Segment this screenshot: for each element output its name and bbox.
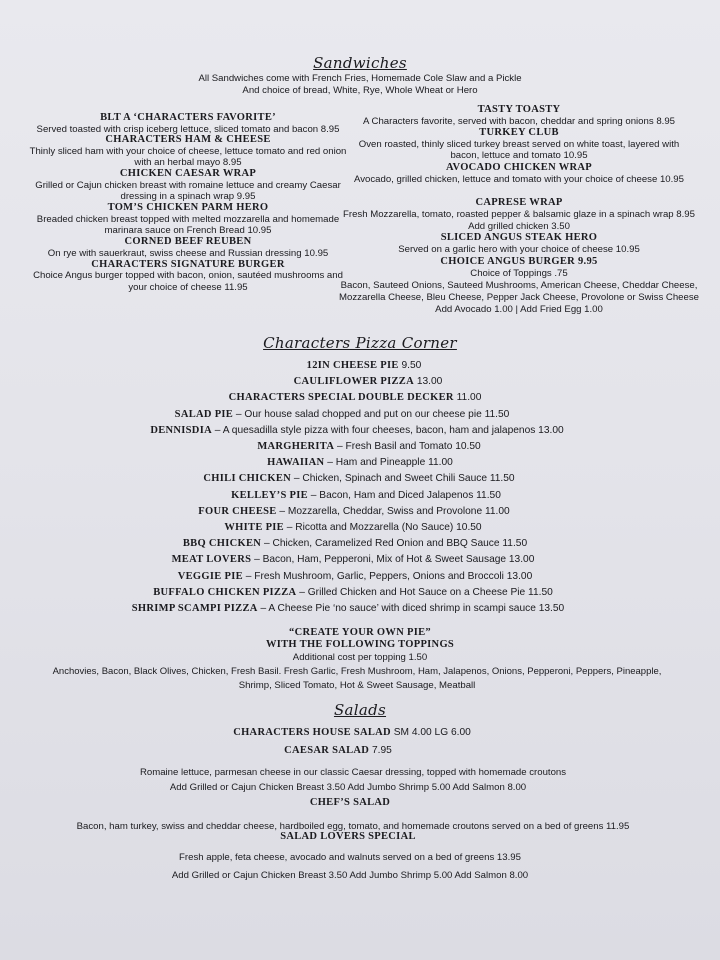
pizza-item-desc: 13.00 xyxy=(414,376,443,388)
pizza-item-name: SHRIMP SCAMPI PIZZA xyxy=(131,603,258,614)
toppings-line-2: Shrimp, Sliced Tomato, Hot & Sweet Sausage, Meatball xyxy=(238,680,476,691)
pizza-item-name: WHITE PIE xyxy=(224,522,284,533)
item-reuben-name: CORNED BEEF REUBEN xyxy=(124,236,252,247)
pizza-item-name: MEAT LOVERS xyxy=(171,554,252,566)
pizza-item xyxy=(203,473,514,485)
item-angus-burger-desc-2: Bacon, Sauteed Onions, Sauteed Mushrooms, American Cheese, Cheddar Cheese, xyxy=(340,280,698,291)
item-chicken-parm-desc-2: marinara sauce on French Bread 10.95 xyxy=(104,225,272,236)
pizza-item-desc: – Ricotta and Mozzarella (No Sauce) 10.50 xyxy=(283,522,482,533)
item-turkey-club-desc-1: Oven roasted, thinly sliced turkey breast served on white toast, layered with xyxy=(358,139,680,150)
pizza-item-name: CHARACTERS SPECIAL DOUBLE DECKER xyxy=(228,392,454,404)
pizza-item-desc: – Chicken, Spinach and Sweet Chili Sauce 11.50 xyxy=(291,473,515,485)
item-turkey-club-name: TURKEY CLUB xyxy=(479,127,559,138)
pizza-item xyxy=(229,392,482,404)
item-avocado-wrap-name: AVOCADO CHICKEN WRAP xyxy=(446,162,592,173)
item-chicken-parm-desc-1: Breaded chicken breast topped with melted mozzarella and homemade xyxy=(36,214,340,225)
item-caesar-wrap-desc-1: Grilled or Cajun chicken breast with romaine lettuce and creamy Caesar xyxy=(35,180,341,191)
item-turkey-club-desc-2: bacon, lettuce and tomato 10.95 xyxy=(450,150,588,161)
pizza-item-desc: – Fresh Mushroom, Garlic, Peppers, Onions and Broccoli 13.00 xyxy=(242,570,533,582)
pizza-item-desc: – Fresh Basil and Tomato 10.50 xyxy=(334,441,481,452)
item-angus-burger-desc-4: Add Avocado 1.00 | Add Fried Egg 1.00 xyxy=(435,304,603,315)
pizza-item xyxy=(224,522,481,534)
pizza-item xyxy=(178,571,533,583)
pizza-item-name: HAWAIIAN xyxy=(267,457,325,469)
pizza-item xyxy=(294,376,443,388)
pizza-item-name: CHILI CHICKEN xyxy=(203,473,292,485)
create-pie-cost: Additional cost per topping 1.50 xyxy=(292,652,428,663)
pizza-item-desc: – Bacon, Ham and Diced Jalapenos 11.50 xyxy=(307,489,501,501)
item-caprese-wrap-desc-2: Add grilled chicken 3.50 xyxy=(468,221,570,232)
item-tasty-toasty-name: TASTY TOASTY xyxy=(477,104,561,115)
salad-lovers-addons: Add Grilled or Cajun Chicken Breast 3.50 Add Jumbo Shrimp 5.00 Add Salmon 8.00 xyxy=(171,870,529,881)
salad-caesar-name: CAESAR SALAD xyxy=(284,745,370,756)
pizza-item xyxy=(307,360,422,372)
salad-chef-name: CHEF’S SALAD xyxy=(309,797,391,808)
item-blt-name: BLT A ‘CHARACTERS FAVORITE’ xyxy=(100,112,276,123)
salad-lovers-name: SALAD LOVERS SPECIAL xyxy=(280,831,416,842)
pizza-item-name: 12IN CHEESE PIE xyxy=(306,360,399,371)
item-ham-cheese-name: CHARACTERS HAM & CHEESE xyxy=(105,134,271,145)
pizza-item-name: FOUR CHEESE xyxy=(198,505,277,517)
pizza-item-desc: – Grilled Chicken and Hot Sauce on a Cheese Pie 11.50 xyxy=(296,586,553,598)
pizza-item xyxy=(198,506,509,518)
item-blt-desc: Served toasted with crisp iceberg lettuce, sliced tomato and bacon 8.95 xyxy=(36,124,340,135)
item-ham-cheese-desc-2: with an herbal mayo 8.95 xyxy=(134,157,242,168)
pizza-item-desc: – Chicken, Caramelized Red Onion and BBQ Sauce 11.50 xyxy=(261,538,528,550)
item-chicken-parm-name: TOM’S CHICKEN PARM HERO xyxy=(107,202,269,213)
create-pie-heading-2: WITH THE FOLLOWING TOPPINGS xyxy=(265,639,455,650)
pizza-item-name: VEGGIE PIE xyxy=(177,570,243,582)
item-angus-burger-desc-3: Mozzarella Cheese, Bleu Cheese, Pepper Jack Cheese, Provolone or Swiss Cheese xyxy=(339,292,699,303)
pizza-item xyxy=(257,441,480,453)
item-avocado-wrap-desc: Avocado, grilled chicken, lettuce and tomato with your choice of cheese 10.95 xyxy=(354,174,684,185)
sandwiches-title: Sandwiches xyxy=(313,54,407,72)
sandwiches-intro-2: And choice of bread, White, Rye, Whole Wheat or Hero xyxy=(242,85,478,96)
item-angus-burger-name: CHOICE ANGUS BURGER 9.95 xyxy=(440,256,598,267)
pizza-item xyxy=(183,538,527,550)
salad-caesar-addons: Add Grilled or Cajun Chicken Breast 3.50 Add Jumbo Shrimp 5.00 Add Salmon 8.00 xyxy=(169,782,527,793)
item-steak-hero-desc: Served on a garlic hero with your choice of cheese 10.95 xyxy=(398,244,640,255)
item-tasty-toasty-desc: A Characters favorite, served with bacon, cheddar and spring onions 8.95 xyxy=(363,116,675,127)
item-signature-burger-name: CHARACTERS SIGNATURE BURGER xyxy=(91,259,285,270)
pizza-title: Characters Pizza Corner xyxy=(263,334,457,352)
item-caprese-wrap-desc-1: Fresh Mozzarella, tomato, roasted pepper & balsamic glaze in a spinach wrap 8.95 xyxy=(343,209,695,220)
salad-caesar-desc: Romaine lettuce, parmesan cheese in our classic Caesar dressing, topped with homemade croutons xyxy=(139,767,567,778)
item-steak-hero-name: SLICED ANGUS STEAK HERO xyxy=(440,232,598,243)
sandwiches-intro-1: All Sandwiches come with French Fries, Homemade Cole Slaw and a Pickle xyxy=(198,73,522,84)
pizza-item xyxy=(231,490,501,502)
item-angus-burger-desc-1: Choice of Toppings .75 xyxy=(470,268,568,279)
pizza-item xyxy=(172,554,535,566)
salads-title: Salads xyxy=(333,701,387,719)
pizza-item-name: CAULIFLOWER PIZZA xyxy=(293,376,414,388)
pizza-item xyxy=(175,409,510,421)
salad-house-price: SM 4.00 LG 6.00 xyxy=(390,727,471,738)
salad-house xyxy=(233,727,471,739)
pizza-item xyxy=(132,603,564,615)
salad-chef-desc: Bacon, ham turkey, swiss and cheddar cheese, hardboiled egg, tomato, and homemade croutons served on a bed of greens 11.95 xyxy=(76,821,630,832)
pizza-item-name: KELLEY’S PIE xyxy=(231,489,308,501)
pizza-item xyxy=(153,587,553,599)
pizza-item xyxy=(150,425,563,437)
item-signature-burger-desc-2: your choice of cheese 11.95 xyxy=(128,282,248,293)
pizza-item-name: SALAD PIE xyxy=(174,408,234,420)
item-caesar-wrap-desc-2: dressing in a spinach wrap 9.95 xyxy=(120,191,256,202)
salad-caesar xyxy=(284,745,392,757)
item-caesar-wrap-name: CHICKEN CAESAR WRAP xyxy=(119,168,257,179)
pizza-item-desc: – Mozzarella, Cheddar, Swiss and Provolone 11.00 xyxy=(276,505,510,517)
pizza-item xyxy=(267,457,453,469)
pizza-item-name: DENNISDIA xyxy=(150,424,212,436)
item-caprese-wrap-name: CAPRESE WRAP xyxy=(475,197,563,208)
pizza-item-desc: – A Cheese Pie ‘no sauce’ with diced shrimp in scampi sauce 13.50 xyxy=(257,603,565,614)
item-reuben-desc: On rye with sauerkraut, swiss cheese and Russian dressing 10.95 xyxy=(47,248,329,259)
item-signature-burger-desc-1: Choice Angus burger topped with bacon, onion, sautéed mushrooms and xyxy=(33,270,343,281)
salad-house-name: CHARACTERS HOUSE SALAD xyxy=(233,727,391,738)
salad-lovers-desc: Fresh apple, feta cheese, avocado and walnuts served on a bed of greens 13.95 xyxy=(179,852,521,863)
pizza-item-desc: – Ham and Pineapple 11.00 xyxy=(324,457,453,469)
pizza-item-desc: – A quesadilla style pizza with four cheeses, bacon, ham and jalapenos 13.00 xyxy=(211,424,564,436)
pizza-item-name: BUFFALO CHICKEN PIZZA xyxy=(153,586,297,598)
pizza-item-desc: – Bacon, Ham, Pepperoni, Mix of Hot & Sweet Sausage 13.00 xyxy=(251,554,535,566)
pizza-item-name: BBQ CHICKEN xyxy=(182,538,262,550)
pizza-item-desc: 9.50 xyxy=(398,360,422,371)
create-pie-heading-1: “CREATE YOUR OWN PIE” xyxy=(289,627,431,638)
item-ham-cheese-desc-1: Thinly sliced ham with your choice of cheese, lettuce tomato and red onion xyxy=(29,146,347,157)
toppings-line-1: Anchovies, Bacon, Black Olives, Chicken, Fresh Basil. Fresh Garlic, Fresh Mushroom, Ham, Jalapenos, Onions, Pepperoni, Peppers, Pineapple, xyxy=(52,666,662,677)
pizza-item-name: MARGHERITA xyxy=(257,441,335,452)
pizza-item-desc: 11.00 xyxy=(453,392,482,404)
pizza-item-desc: – Our house salad chopped and put on our cheese pie 11.50 xyxy=(233,408,510,420)
salad-caesar-price: 7.95 xyxy=(369,745,392,756)
